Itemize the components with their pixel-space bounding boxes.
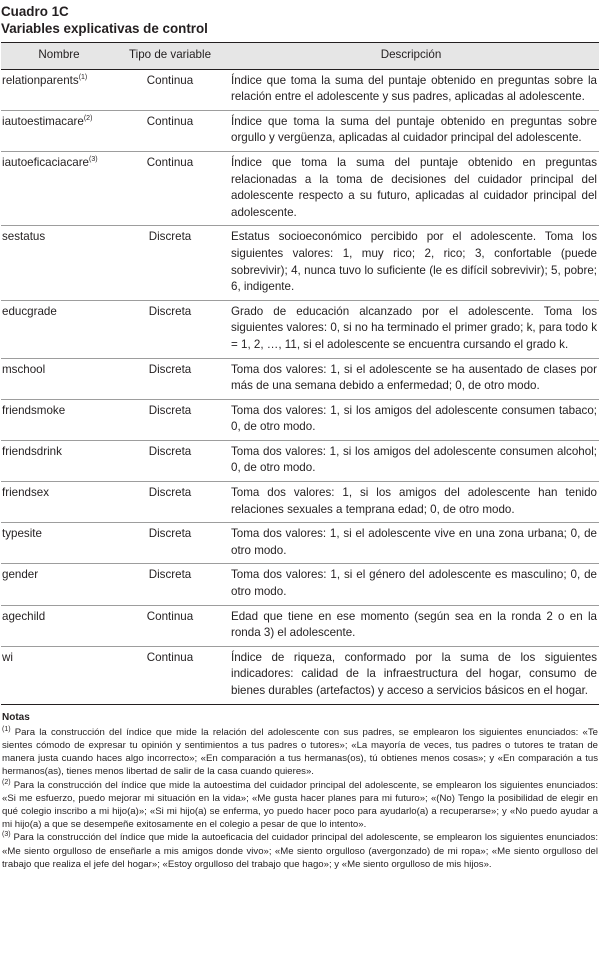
variable-name: gender	[2, 568, 39, 582]
variable-name-cell	[1, 440, 117, 481]
variable-description: Índice que toma la suma del puntaje obtenido en preguntas sobre orgullo y vergüenza, aplicadas al cuidador principal del adolescente.	[223, 110, 599, 151]
table-row	[1, 358, 599, 399]
footnote-number: (3)	[2, 831, 11, 839]
variable-type: Continua	[117, 69, 223, 110]
footnote-marker: (1)	[78, 73, 88, 81]
variable-type: Discreta	[117, 523, 223, 564]
variable-name: friendsdrink	[2, 444, 62, 458]
variable-name: mschool	[2, 362, 46, 376]
table-row	[1, 523, 599, 564]
variable-description: Índice de riqueza, conformado por la suma de los siguientes indicadores: calidad de la infraestructura del hogar, consumo de bienes durables (artefactos) y acceso a servicios básicos en el hogar.	[223, 646, 599, 704]
footnote	[2, 831, 598, 871]
footnote-number: (1)	[2, 725, 11, 733]
variable-name-cell	[1, 399, 117, 440]
table-title: Cuadro 1C	[1, 4, 69, 19]
table-subtitle: Variables explicativas de control	[1, 21, 208, 36]
variable-name: relationparents	[2, 73, 79, 87]
variable-type: Continua	[117, 605, 223, 646]
table-row	[1, 300, 599, 358]
variable-name: iautoestimacare	[2, 114, 84, 128]
variable-type: Continua	[117, 110, 223, 151]
variable-description: Grado de educación alcanzado por el adolescente. Toma los siguientes valores: 0, si no ha terminado el primer grado; k, para todo k = 1, 2, …, 11, si el adolescente se encuentra cursando el grado k.	[223, 300, 599, 358]
variable-description: Toma dos valores: 1, si el género del adolescente es masculino; 0, de otro modo.	[223, 564, 599, 605]
footnote-text: Para la construcción del índice que mide la relación del adolescente con sus padres, se emplearon los siguientes enunciados: «Te sientes cómodo de expresar tu opinión y sentimientos a tus padres o tutores»; «La mayoría de veces, tus padres o tutores te tratan de manera justa cuando haces algo incorrecto»; «En comparación a tus hermanas(os), tú obtienes menos cosas»; y «En comparación a tus hermanos(as), tienes menos libertad de salir de la casa cuando quieres».	[2, 726, 598, 778]
variable-name: friendsex	[2, 486, 50, 500]
table-row	[1, 482, 599, 523]
variable-name: sestatus	[2, 230, 46, 244]
footnote-text: Para la construcción del índice que mide la autoeficacia del cuidador principal del adolescente, se emplearon los siguientes enunciados: «Me siento orgulloso de enseñarle a mis amigos donde vivo»; «Me siento orgulloso (avergonzado) de mi ropa»; «Me siento orgulloso del trabajo que realiza el jefe del hogar»; «Estoy orgulloso del trabajo que hago»; y «Me siento orgulloso de mis hijos».	[2, 832, 598, 870]
variable-type: Continua	[117, 646, 223, 704]
table-row	[1, 226, 599, 300]
table-row	[1, 151, 599, 225]
variable-name: wi	[2, 650, 13, 664]
notes-section	[1, 711, 599, 871]
table-body	[1, 69, 599, 704]
table-row	[1, 646, 599, 704]
table-row	[1, 564, 599, 605]
variable-name: typesite	[2, 527, 42, 541]
variable-type: Continua	[117, 151, 223, 225]
footnote-marker: (3)	[89, 156, 98, 164]
variable-name-cell	[1, 564, 117, 605]
variable-name: iautoeficaciacare	[2, 155, 90, 169]
variable-type: Discreta	[117, 300, 223, 358]
variable-name: agechild	[2, 609, 46, 623]
variable-type: Discreta	[117, 440, 223, 481]
table-row	[1, 69, 599, 110]
variable-name-cell	[1, 300, 117, 358]
footnote-marker: (2)	[83, 114, 93, 122]
notes-list	[2, 726, 598, 871]
variable-description: Toma dos valores: 1, si los amigos del adolescente consumen alcohol; 0, de otro modo.	[223, 440, 599, 481]
variable-name: educgrade	[2, 304, 57, 318]
variable-name-cell	[1, 151, 117, 225]
variable-type: Discreta	[117, 358, 223, 399]
variable-name-cell	[1, 358, 117, 399]
table-row	[1, 399, 599, 440]
table-row	[1, 605, 599, 646]
control-variables-table	[1, 42, 599, 705]
variable-type: Discreta	[117, 564, 223, 605]
variable-name-cell	[1, 110, 117, 151]
column-header-descripcion: Descripción	[223, 43, 599, 70]
variable-type: Discreta	[117, 482, 223, 523]
variable-description: Índice que toma la suma del puntaje obtenido en preguntas sobre la relación entre el adolescente y sus padres, aplicadas al adolescente.	[223, 69, 599, 110]
variable-name-cell	[1, 482, 117, 523]
variable-description: Toma dos valores: 1, si los amigos del adolescente consumen tabaco; 0, de otro modo.	[223, 399, 599, 440]
variable-name-cell	[1, 646, 117, 704]
variable-name-cell	[1, 523, 117, 564]
variable-name-cell	[1, 226, 117, 300]
variable-description: Toma dos valores: 1, si los amigos del adolescente han tenido relaciones sexuales a temprana edad; 0, de otro modo.	[223, 482, 599, 523]
variable-type: Discreta	[117, 399, 223, 440]
variable-name-cell	[1, 605, 117, 646]
variable-description: Estatus socioeconómico percibido por el adolescente. Toma los siguientes valores: 1, muy rico; 2, rico; 3, confortable (puede sobrevivir); 4, nunca tuvo lo suficiente (le es difícil sobrevivir); 5, pobre; 6, indigente.	[223, 226, 599, 300]
column-header-tipo: Tipo de variable	[117, 43, 223, 70]
footnote	[2, 779, 598, 832]
table-row	[1, 440, 599, 481]
footnote-text: Para la construcción del índice que mide la autoestima del cuidador principal del adolescente, se emplearon los siguientes enunciados: «Si me esfuerzo, puedo mejorar mi situación en la vida»; «Me gusta hacer planes para mi futuro»; «(No) Tengo la posibilidad de elegir en qué colegio inscribo a mi hijo(a)»; «Si mi hijo(a) se enferma, yo puedo hacer poco para ayudarlo(a) a recuperarse»; y «No puedo ayudar a mi hijo(a) a que se desempeñe exitosamente en el colegio a pesar de que lo intento».	[2, 779, 598, 831]
variable-description: Índice que toma la suma del puntaje obtenido en preguntas relacionadas a la toma de decisiones del cuidador principal del adolescente respecto a su futuro, aplicadas al cuidador principal del adolescente.	[223, 151, 599, 225]
variable-name-cell	[1, 69, 117, 110]
variable-description: Toma dos valores: 1, si el adolescente vive en una zona urbana; 0, de otro modo.	[223, 523, 599, 564]
footnote	[2, 726, 598, 779]
notes-title: Notas	[2, 711, 30, 723]
table-row	[1, 110, 599, 151]
variable-description: Edad que tiene en ese momento (según sea en la ronda 2 o en la ronda 3) el adolescente.	[223, 605, 599, 646]
variable-description: Toma dos valores: 1, si el adolescente se ha ausentado de clases por más de una semana debido a enfermedad; 0, de otro modo.	[223, 358, 599, 399]
footnote-number: (2)	[2, 778, 11, 786]
table-header-row	[1, 43, 599, 70]
variable-type: Discreta	[117, 226, 223, 300]
column-header-nombre: Nombre	[1, 43, 117, 70]
variable-name: friendsmoke	[2, 403, 66, 417]
